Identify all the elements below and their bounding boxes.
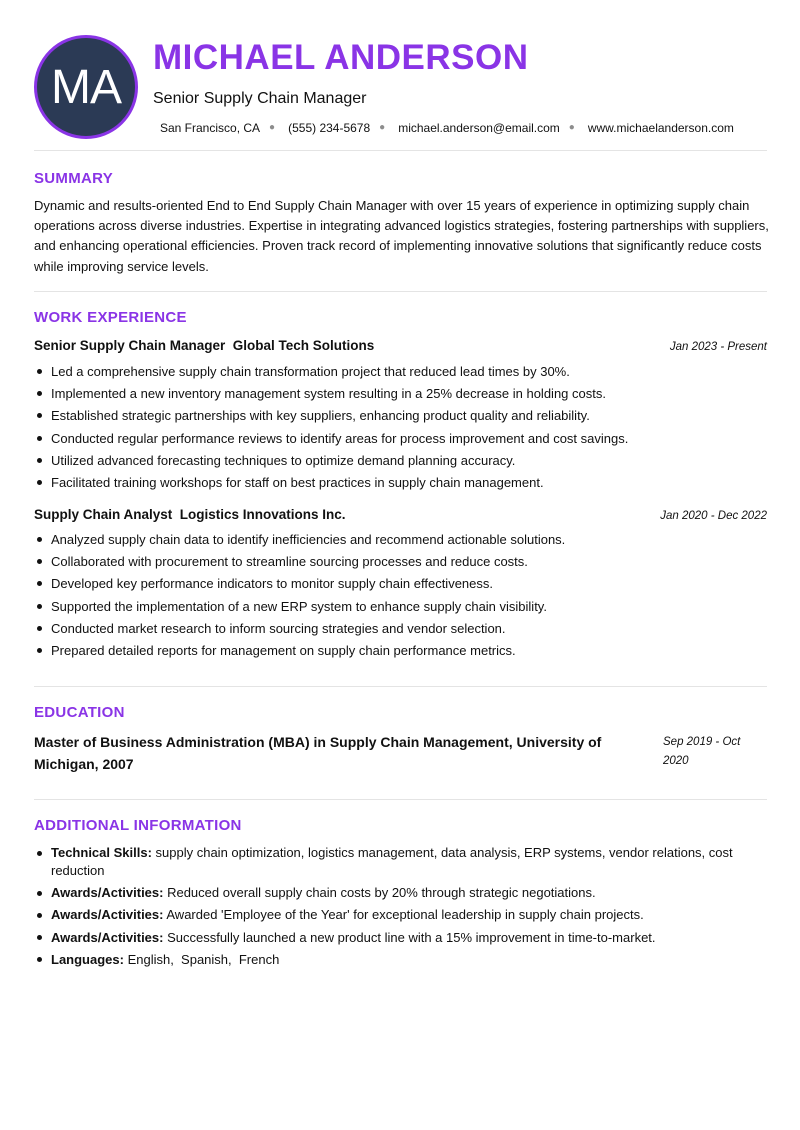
item-text: English, Spanish, French [123,951,280,967]
avatar [34,35,138,139]
contact-website[interactable]: www.michaelanderson.com [587,121,734,135]
list-item: Analyzed supply chain data to identify inefficiencies and recommend actionable solutions. [34,531,769,548]
contact-location: San Francisco, CA ● [160,121,276,135]
item-label: Languages: [51,951,124,967]
separator-dot-icon: ● [269,122,276,133]
list-item: Developed key performance indicators to monitor supply chain effectiveness. [34,575,769,592]
job-bullets [34,363,769,496]
section-title-experience: WORK EXPERIENCE [34,309,187,326]
candidate-name: MICHAEL ANDERSON [153,38,529,77]
list-item [34,884,769,902]
item-text: supply chain optimization, logistics management, data analysis, ERP systems, vendor relations, cost reduction [51,845,733,878]
job-bullets [34,531,769,664]
divider [34,150,767,151]
separator-dot-icon: ● [568,122,575,133]
job-role: Senior Supply Chain Manager Global Tech Solutions [34,338,375,353]
divider [34,291,767,292]
list-item [34,951,769,969]
list-item: Conducted market research to inform sourcing strategies and vendor selection. [34,620,769,637]
section-title-summary: SUMMARY [34,170,114,187]
job-dates: Jan 2023 - Present [669,341,767,353]
divider [34,799,767,800]
summary-text: Dynamic and results-oriented End to End Supply Chain Manager with over 15 years of experience in optimizing supply chain operations across diverse industries. Expertise in integrating advanced logistics strategies, fostering partnerships with suppliers, and enhancing operational efficiencies. Proven track record of implementing innovative solutions that significantly reduce costs while improving service levels. [34,198,769,274]
candidate-title: Senior Supply Chain Manager [153,90,367,107]
item-text: Successfully launched a new product line with a 15% improvement in time-to-market. [163,929,656,945]
job-header [34,507,767,522]
list-item: Prepared detailed reports for management on supply chain performance metrics. [34,642,769,659]
list-item: Led a comprehensive supply chain transformation project that reduced lead times by 30%. [34,363,769,380]
item-label: Awards/Activities: [51,929,164,945]
list-item [34,929,769,947]
list-item: Established strategic partnerships with key suppliers, enhancing product quality and reliability. [34,407,769,424]
separator-dot-icon: ● [379,122,386,133]
job-dates: Jan 2020 - Dec 2022 [660,510,767,522]
item-text: Reduced overall supply chain costs by 20% through strategic negotiations. [163,885,596,901]
education-degree: Master of Business Administration (MBA) in Supply Chain Management, University of Michigan, 2007 [34,734,602,772]
item-label: Awards/Activities: [51,907,164,923]
item-text: Awarded 'Employee of the Year' for exceptional leadership in supply chain projects. [163,907,644,923]
section-title-additional: ADDITIONAL INFORMATION [34,817,242,834]
item-label: Awards/Activities: [51,885,164,901]
list-item [34,844,769,880]
section-title-education: EDUCATION [34,704,125,721]
list-item [34,906,769,924]
contact-email[interactable]: michael.anderson@email.com ● [398,121,575,135]
list-item: Supported the implementation of a new ERP system to enhance supply chain visibility. [34,598,769,615]
job-header [34,338,767,353]
item-label: Technical Skills: [51,845,152,860]
education-dates: Sep 2019 - Oct 2020 [663,736,741,767]
list-item: Collaborated with procurement to streamline sourcing processes and reduce costs. [34,553,769,570]
list-item: Implemented a new inventory management system resulting in a 25% decrease in holding costs. [34,385,769,402]
divider [34,686,767,687]
list-item: Conducted regular performance reviews to identify areas for process improvement and cost savings. [34,430,769,447]
job-role: Supply Chain Analyst Logistics Innovations Inc. [34,507,346,522]
contact-phone: (555) 234-5678 ● [288,121,386,135]
additional-info-list [34,844,769,973]
list-item: Facilitated training workshops for staff on best practices in supply chain management. [34,474,769,491]
list-item: Utilized advanced forecasting techniques to optimize demand planning accuracy. [34,452,769,469]
avatar-initials: MA [51,60,121,114]
contact-bar [160,120,734,136]
